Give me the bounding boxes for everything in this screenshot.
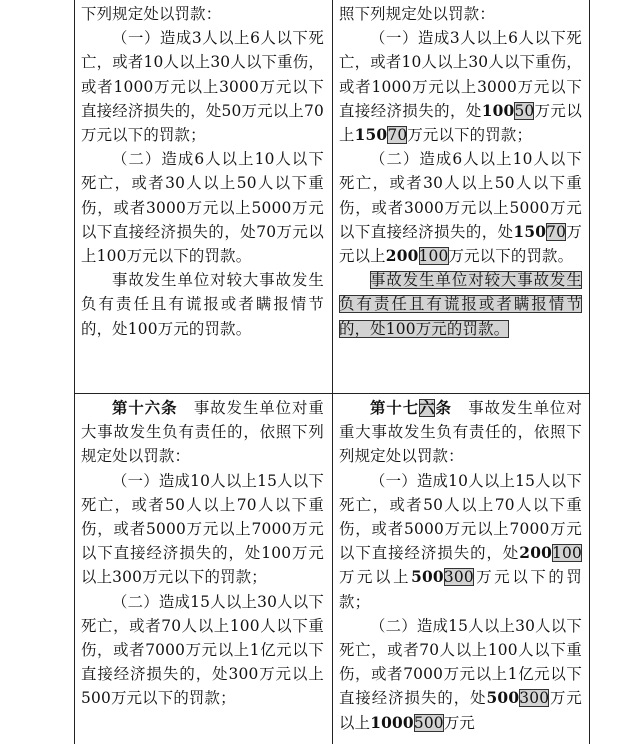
- comparison-table: [74, 0, 590, 744]
- revised-article: [339, 396, 582, 469]
- revised-text: 万元以下的罚款；: [339, 568, 582, 611]
- article-number: [370, 399, 452, 417]
- revised-paragraph: 照下列规定处以罚款：: [339, 5, 495, 23]
- row-divider: [75, 393, 589, 394]
- deleted-value: 50: [514, 101, 535, 120]
- deleted-value: 100: [418, 247, 449, 266]
- column-divider: [332, 0, 333, 744]
- deleted-value: 500: [413, 713, 444, 732]
- revised-item-1: [339, 26, 582, 147]
- original-item-2: （二）造成15人以上30人以下死亡，或者70人以上100人以下重伤，或者7000万元以上1亿元以下直接经济损失的，处300万元以上500万元以下的罚款；: [81, 592, 324, 708]
- revised-text: （一）造成3人以上6人以下死亡，或者10人以上30人以下重伤，或者1000万元以上3000万元以下直接经济损失的，处: [339, 29, 582, 120]
- revised-text-cell-top: [339, 2, 582, 341]
- added-value: 150: [354, 126, 388, 145]
- original-paragraph: 事故发生单位对较大事故发生负有责任且有谎报或者瞒报情节的，处100万元的罚款。: [81, 271, 324, 338]
- revised-text: （一）造成10人以上15人以下死亡，或者50人以上70人以下重伤，或者5000万元以上7000万元以下直接经济损失的，处: [339, 471, 582, 563]
- revised-item-2: [339, 614, 582, 735]
- revised-text: （二）造成6人以上10人以下死亡，或者30人以上50人以下重伤，或者3000万元以上5000万元以下直接经济损失的，处: [339, 150, 582, 241]
- revised-text: 万元以上: [339, 689, 582, 732]
- article-text: 事故发生单位对重大事故发生负有责任的，依照下列规定处以罚款：: [339, 399, 583, 466]
- article-number-new: 第十七: [370, 399, 420, 417]
- deleted-value: 300: [519, 689, 550, 708]
- revised-text: （二）造成15人以上30人以下死亡，或者70人以上100人以下重伤，或者7000万元以上1亿元以下直接经济损失的，处: [339, 616, 582, 708]
- revised-item-2: [339, 147, 582, 268]
- revised-text: 万元: [443, 713, 475, 732]
- revised-text: 万元以上: [339, 568, 412, 587]
- deleted-value: 70: [546, 222, 567, 241]
- original-article: [81, 396, 324, 469]
- revised-item-1: [339, 469, 582, 614]
- revised-text: 万元以下的罚款。: [448, 247, 574, 266]
- deleted-value: 300: [443, 568, 474, 587]
- original-text-cell-bottom: [81, 396, 324, 711]
- article-number: 第十六条: [112, 399, 178, 417]
- deleted-value: 70: [387, 126, 408, 145]
- revised-text: 万元以下的罚款；: [407, 126, 533, 145]
- added-value: 200: [519, 544, 553, 563]
- article-number-suffix: 条: [435, 399, 452, 417]
- revised-text: 万元以上: [339, 222, 582, 266]
- added-value: 100: [481, 101, 515, 120]
- original-paragraph: 下列规定处以罚款：: [81, 5, 222, 23]
- deleted-value: 100: [552, 544, 582, 563]
- added-value: 500: [486, 689, 520, 708]
- deleted-paragraph: [339, 268, 582, 341]
- deleted-value: 六: [419, 399, 436, 417]
- added-value: 200: [385, 247, 419, 266]
- added-value: 500: [411, 568, 444, 587]
- added-value: 150: [513, 222, 547, 241]
- original-item-1: （一）造成3人以上6人以下死亡，或者10人以上30人以下重伤，或者1000万元以上3000万元以下直接经济损失的，处50万元以上70万元以下的罚款；: [81, 29, 324, 145]
- article-text: 事故发生单位对重大事故发生负有责任的，依照下列规定处以罚款：: [81, 399, 324, 466]
- original-item-1: （一）造成10人以上15人以下死亡，或者50人以上70人以下重伤，或者5000万元以上7000万元以下直接经济损失的，处100万元以上300万元以下的罚款；: [81, 471, 324, 587]
- revised-text-cell-bottom: [339, 396, 582, 735]
- original-item-2: （二）造成6人以上10人以下死亡，或者30人以上50人以下重伤，或者3000万元以上5000万元以下直接经济损失的，处70万元以上100万元以下的罚款。: [81, 150, 324, 266]
- revised-text: 万元以上: [339, 101, 582, 145]
- added-value: 1000: [370, 713, 414, 732]
- deleted-text: 事故发生单位对较大事故发生负有责任且有谎报或者瞒报情节的，处100万元的罚款。: [339, 271, 582, 338]
- original-text-cell-top: [81, 2, 324, 341]
